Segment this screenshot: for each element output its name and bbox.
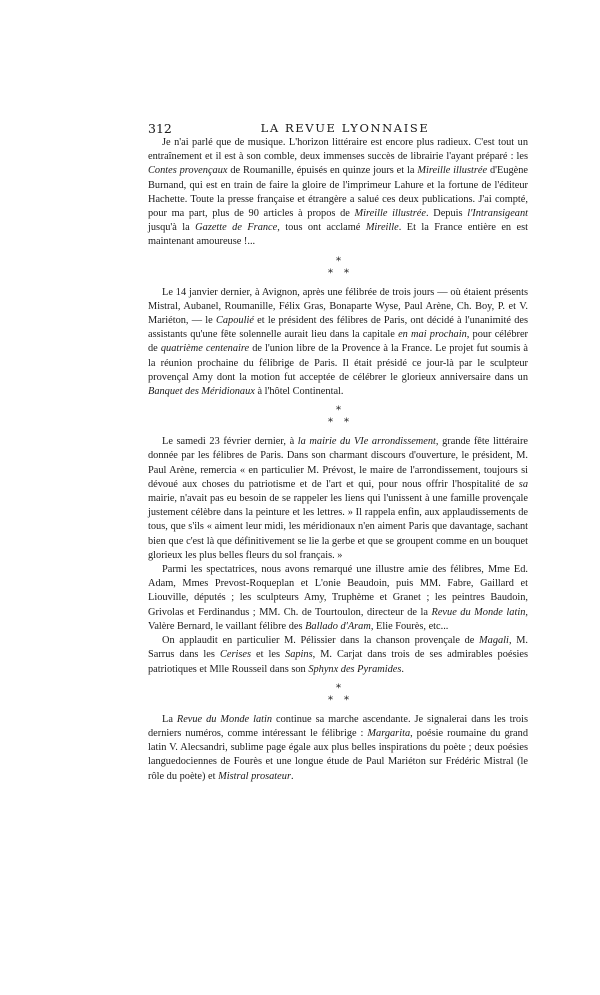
page-number: 312 (148, 121, 172, 136)
text-run: La (162, 713, 177, 725)
separator-star: * (344, 267, 349, 279)
italic-run: Sapins (285, 649, 313, 661)
separator-star: * (336, 255, 341, 267)
italic-run: l'Intransigeant (467, 208, 529, 220)
section-separator (148, 404, 528, 432)
article-body (148, 136, 528, 784)
italic-run: Margarita (367, 727, 411, 739)
italic-run: sa (518, 478, 528, 490)
text-run: Parmi les spectatrices, nous avons remarqué une illustre amie des félibres, Mme Ed. Adam, Mmes Prevost-Roqueplan et L'onie Beaudoin, puis MM. Fabre, Gaillard et Liouville, députés ; les sculpteurs Amy, Truphème et Granet ; les peintres Baudoin, Grivolas et Ferdinandus ; MM. Ch. de Tourtoulon, directeur de la (148, 564, 528, 618)
paragraph (148, 136, 528, 250)
italic-run: Mireille illustrée (354, 208, 426, 220)
text-run: et les (250, 649, 286, 661)
section-separator (148, 682, 528, 710)
separator-star: * (328, 267, 333, 279)
text-run: , M. Carjat dans trois de ses admirables poésies patriotiques et Mlle Rousseil dans son (148, 649, 529, 675)
text-run: , tous ont acclamé (277, 222, 366, 234)
text-run: de Roumanille, épuisés en quinze jours et la (227, 165, 418, 177)
italic-run: Magali (479, 635, 509, 647)
text-run: . (401, 663, 404, 675)
italic-run: Contes provençaux (148, 165, 228, 177)
paragraph (148, 435, 528, 563)
separator-star: * (344, 417, 349, 429)
separator-star: * (328, 694, 333, 706)
text-run: , poésie roumaine du grand latin V. Alecsandri, sublime page égale aux plus belles inspirations du poète ; deux poésies languedociennes de Fourès et une longue étude de Paul Mariéton sur Frédéric Mistral (le rôle du poète) et (148, 727, 528, 782)
italic-run: Ballado d'Aram (305, 620, 371, 632)
text-run: , Valère Bernard, le vaillant félibre des (148, 606, 528, 632)
separator-star: * (336, 682, 341, 694)
italic-run: Banquet des Méridionaux (148, 386, 255, 398)
text-run: . Et la France entière en est maintenant amoureuse !... (148, 222, 529, 248)
separator-star: * (328, 417, 333, 429)
text-run: , M. Sarrus dans les (148, 635, 528, 661)
italic-run: Sphynx des Pyramides (308, 663, 402, 675)
separator-star: * (344, 694, 349, 706)
italic-run: Cerises (219, 649, 251, 661)
italic-run: en mai prochain (398, 329, 467, 341)
text-run: à l'hôtel Continental. (254, 386, 344, 398)
text-run: mairie, n'avait pas eu besoin de se rappeler les liens qui l'unissent à une famille provençale justement célèbre dans la peinture et les lettres. » Il rappela enfin, aux applaudissements de tous, que s'ils « aiment leur midi, les méridionaux n'en aiment Paris que davantage, sachant bien que c'est là que définitivement se lie la gerbe et que se groupent comme en un bouquet glorieux les plus belles fleurs du sol français. » (148, 493, 528, 561)
italic-run: Capoulié (215, 315, 254, 327)
text-run: Je n'ai parlé que de musique. L'horizon littéraire est encore plus radieux. C'est tout un entraînement et il est à son comble, deux immenses succès de librairie l'ayant préparé : les (148, 137, 528, 163)
italic-run: quatrième centenaire (160, 343, 250, 355)
paragraph (148, 634, 528, 677)
italic-run: Mireille (365, 222, 399, 234)
page-header (148, 121, 526, 137)
text-run: jusqu'à la (148, 222, 196, 234)
text-run: . Depuis (426, 208, 468, 220)
text-run: , grande fête littéraire donnée par les félibres de Paris. Dans son charmant discours d'ouverture, le président, M. Paul Arène, remercia « en particulier M. Prévost, le maire de l'arrondissement, toujours si dévoué aux choses du patriotisme et de l'art et qui, pour nous offrir l'hospitalité de (148, 436, 528, 490)
text-run: et le président des félibres de Paris, ont décidé à l'unanimité des assistants qu'une fête solennelle aurait lieu dans la capitale (148, 315, 528, 341)
text-run: d'Eugène Burnand, qui est en train de faire la gloire de l'imprimeur Lahure et la fortune de l'éditeur Hachette. Toute la presse française et étrangère a salué ces deux publications. J'ai compté, pour ma part, plus de 90 articles à propos de (148, 165, 529, 220)
text-run: . (290, 770, 294, 782)
italic-run: Gazette de France (195, 222, 278, 234)
italic-run: Revue du Monde latin (431, 606, 526, 618)
text-run: Le 14 janvier dernier, à Avignon, après une félibrée de trois jours — où étaient présents Mistral, Aubanel, Roumanille, Félix Gras, Bonaparte Wyse, Paul Arène, Ch. Boy, P. et V. Mariéton, — le (148, 286, 528, 327)
text-run: On applaudit en particulier M. Pélissier dans la chanson provençale de (162, 635, 480, 647)
section-separator (148, 255, 528, 283)
paragraph (148, 563, 528, 634)
text-run: continue sa marche ascendante. Je signalerai dans les trois derniers numéros, comme intéressant le félibrige : (148, 713, 528, 739)
text-run: , Elie Fourès, etc... (370, 620, 449, 632)
text-run: de l'union libre de la Provence à la France. Le projet fut soumis à la réunion prochaine du félibrige de Paris. Il était présidé ce jour-là par le sculpteur provençal Amy dont la motion fut acceptée de célébrer le glorieux anniversaire dans un (148, 343, 529, 383)
text-run: , pour célébrer de (148, 329, 528, 355)
paragraph (148, 713, 528, 784)
italic-run: Revue du Monde latin (176, 713, 273, 725)
italic-run: Mistral prosateur (218, 770, 291, 782)
italic-run: Mireille illustrée (417, 165, 488, 177)
paragraph (148, 286, 528, 400)
running-title: LA REVUE LYONNAISE (260, 121, 430, 135)
separator-star: * (336, 405, 341, 417)
italic-run: la mairie du VIe arrondissement (297, 436, 436, 448)
text-run: Le samedi 23 février dernier, à (162, 436, 298, 448)
